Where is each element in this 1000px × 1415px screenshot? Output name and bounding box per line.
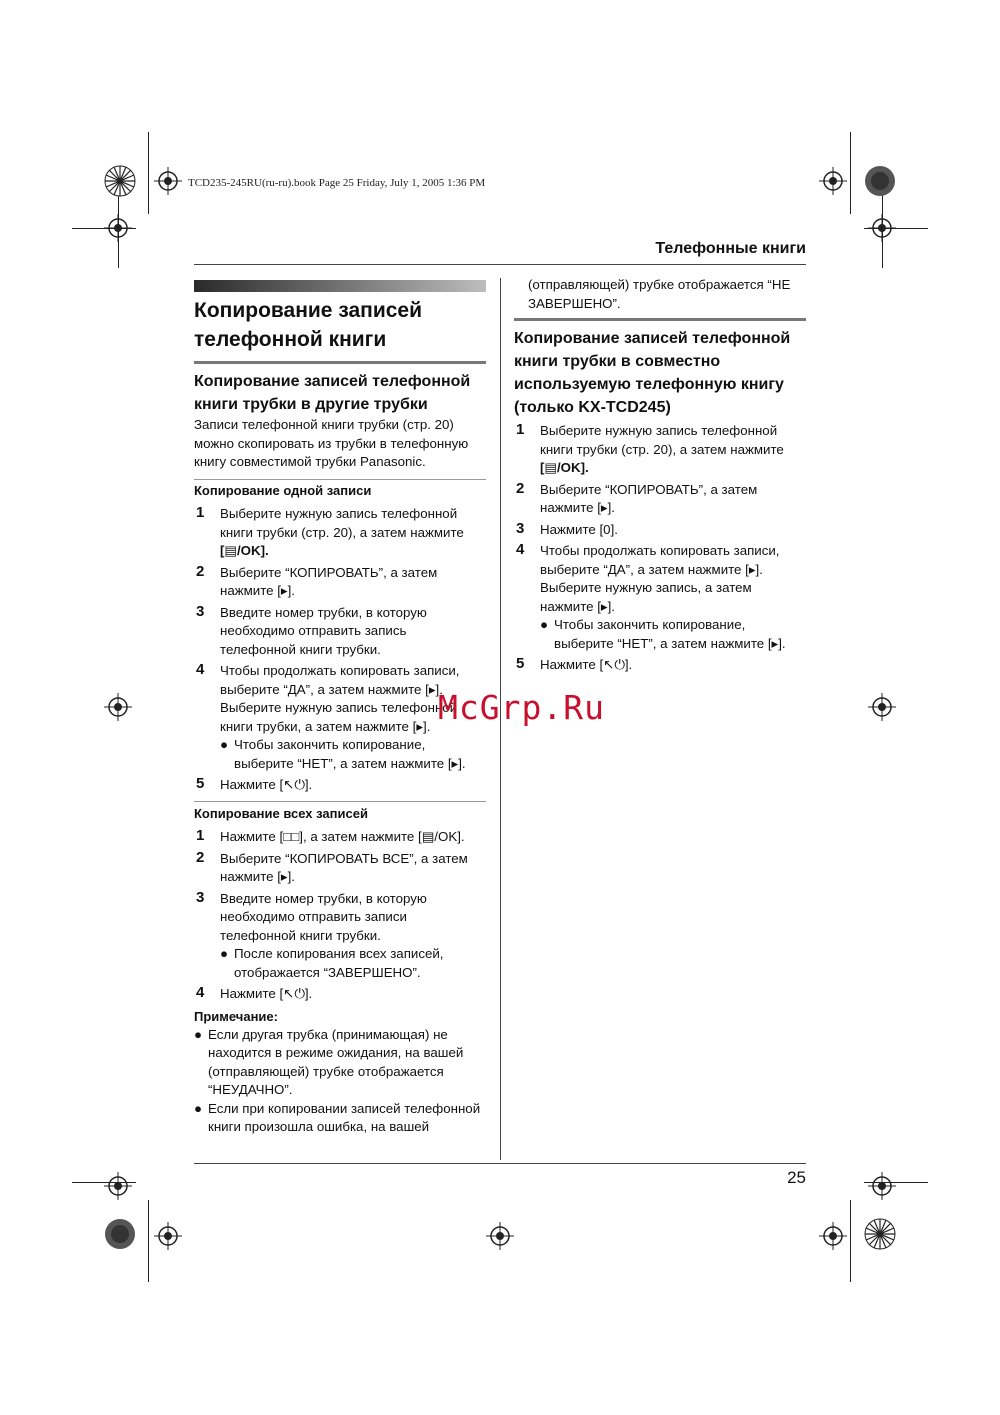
bullet-icon: ● [540, 617, 549, 632]
step-text: [▤/OK]. [220, 543, 269, 558]
step-text: Чтобы продолжать копировать записи, [540, 543, 780, 558]
step-number: 4 [196, 984, 205, 1001]
crop-line [148, 132, 149, 214]
step-text: Выберите нужную запись телефонной [220, 506, 458, 521]
bullet-text: выберите “НЕТ”, а затем нажмите [▸]. [234, 755, 466, 771]
step-item [514, 656, 809, 675]
step-number: 5 [516, 655, 525, 672]
subsection-heading-line: книги трубки в другие трубки [194, 396, 428, 413]
step-item [514, 481, 809, 518]
step-text: Выберите нужную запись, а затем [540, 580, 752, 595]
registration-crosshair-icon [102, 212, 134, 244]
subsection-heading-line: Копирование записей телефонной [514, 330, 791, 347]
right-continued [528, 276, 808, 313]
bullet-item [220, 945, 494, 982]
note-text: “НЕУДАЧНО”. [208, 1082, 293, 1097]
step-item [514, 542, 809, 653]
sub-section-2 [514, 327, 809, 675]
step-text: Нажмите [□□], а затем нажмите [▤/OK]. [220, 829, 465, 844]
file-info-header: TCD235-245RU(ru-ru).book Page 25 Friday, July 1, 2005 1:36 PM [188, 177, 486, 189]
registration-dot-icon [104, 1218, 136, 1250]
note-item [194, 1026, 494, 1100]
bullet-text: выберите “НЕТ”, а затем нажмите [▸]. [554, 635, 786, 651]
subsection-heading-line: используемую телефонную книгу [514, 376, 784, 393]
step-text: необходимо отправить записи [220, 909, 407, 924]
note-heading: Примечание: [194, 1008, 278, 1024]
step-number: 3 [196, 602, 205, 620]
note-text: Если при копировании записей телефонной [208, 1100, 481, 1116]
step-item [194, 505, 494, 561]
title-bar [194, 280, 486, 292]
step-text: Нажмите [↖⏻]. [220, 777, 313, 792]
registration-dot-icon [864, 165, 896, 197]
bullet-icon: ● [194, 1100, 203, 1116]
registration-crosshair-icon [152, 165, 184, 197]
step-text: выберите “ДА”, а затем нажмите [▸]. [540, 561, 763, 577]
crop-line [148, 1200, 149, 1282]
bullet-icon: ● [220, 737, 229, 752]
continued-text: (отправляющей) трубке отображается “НЕ [528, 277, 791, 292]
step-number: 2 [196, 848, 205, 866]
step-item [194, 604, 494, 660]
bullet-text: После копирования всех записей, [234, 946, 444, 961]
registration-starburst-icon [104, 165, 136, 197]
step-number: 2 [516, 479, 525, 497]
intro-line: книгу совместимой трубки Panasonic. [194, 454, 426, 469]
subsection-heading-line: книги трубки в совместно [514, 353, 721, 370]
step-item [194, 890, 494, 983]
divider [194, 479, 486, 480]
step-text: Чтобы продолжать копировать записи, [220, 663, 460, 678]
registration-crosshair-icon [817, 1220, 849, 1252]
procedure-heading: Копирование всех записей [194, 806, 368, 821]
step-number: 1 [196, 504, 205, 521]
step-number: 1 [196, 827, 205, 844]
divider [194, 801, 486, 802]
subtitle-bar [514, 318, 806, 321]
step-item [514, 521, 809, 540]
step-text: книги трубки (стр. 20), а затем нажмите [540, 441, 784, 457]
subtitle-bar [194, 361, 486, 364]
registration-crosshair-icon [484, 1220, 516, 1252]
page-title-line: телефонной книги [194, 328, 387, 351]
continued-text: ЗАВЕРШЕНО”. [528, 295, 621, 311]
step-text: телефонной книги трубки. [220, 927, 381, 943]
step-number: 4 [516, 541, 525, 558]
registration-crosshair-icon [817, 165, 849, 197]
registration-crosshair-icon [866, 691, 898, 723]
note-text: книги произошла ошибка, на вашей [208, 1119, 430, 1134]
sub-section-1 [194, 370, 494, 472]
bullet-icon: ● [220, 946, 229, 961]
copy-all-section [194, 805, 494, 1137]
header-rule [194, 264, 806, 265]
step-text: Нажмите [0]. [540, 521, 618, 537]
step-number: 4 [196, 661, 205, 678]
bullet-text: Чтобы закончить копирование, [554, 617, 746, 632]
step-item [194, 828, 494, 847]
bullet-item [540, 616, 809, 653]
step-text: [▤/OK]. [540, 460, 589, 475]
step-item [194, 850, 494, 887]
bullet-text: Чтобы закончить копирование, [234, 737, 426, 752]
step-number: 3 [196, 888, 205, 906]
registration-crosshair-icon [866, 1170, 898, 1202]
step-text: Введите номер трубки, в которую [220, 890, 427, 906]
step-text: Нажмите [↖⏻]. [220, 986, 313, 1001]
step-text: нажмите [▸]. [540, 598, 615, 614]
registration-starburst-icon [864, 1218, 896, 1250]
step-text: книги трубки (стр. 20), а затем нажмите [220, 524, 464, 540]
step-number: 2 [196, 562, 205, 580]
footer-rule [194, 1163, 806, 1164]
step-text: Выберите нужную запись телефонной [220, 700, 458, 715]
watermark: McGrp.Ru [438, 688, 605, 727]
step-text: Выберите нужную запись телефонной [540, 423, 778, 438]
page-title-line: Копирование записей [194, 299, 423, 322]
step-text: телефонной книги трубки. [220, 641, 381, 657]
crop-line [850, 1200, 851, 1282]
step-item [194, 564, 494, 601]
section-title: Телефонные книги [655, 240, 806, 257]
step-item [514, 422, 809, 478]
bullet-icon: ● [194, 1026, 203, 1042]
step-number: 5 [196, 775, 205, 792]
note-text: находится в режиме ожидания, на вашей [208, 1045, 464, 1060]
crop-line [850, 132, 851, 214]
left-column [194, 296, 490, 354]
note-text: Если другая трубка (принимающая) не [208, 1026, 448, 1042]
subsection-heading-line: Копирование записей телефонной [194, 373, 471, 390]
step-text: нажмите [▸]. [220, 869, 295, 884]
procedure-heading: Копирование одной записи [194, 483, 372, 498]
step-text: Выберите “КОПИРОВАТЬ ВСЕ”, а затем [220, 850, 468, 866]
step-number: 1 [516, 421, 525, 438]
step-text: Нажмите [↖⏻]. [540, 657, 633, 672]
note-text: (отправляющей) трубке отображается [208, 1063, 444, 1079]
bullet-item [220, 736, 494, 773]
note-item [194, 1100, 494, 1137]
copy-one-section [194, 482, 494, 795]
step-item [194, 776, 494, 795]
step-text: необходимо отправить запись [220, 623, 407, 638]
step-text: Выберите “КОПИРОВАТЬ”, а затем [540, 481, 758, 497]
step-text: нажмите [▸]. [540, 500, 615, 515]
registration-crosshair-icon [102, 691, 134, 723]
subsection-heading-line: (только KX-TCD245) [514, 399, 671, 416]
intro-line: можно скопировать из трубки в телефонную [194, 435, 469, 451]
step-text: Выберите “КОПИРОВАТЬ”, а затем [220, 564, 438, 580]
step-number: 3 [516, 519, 525, 537]
step-text: книги трубки, а затем нажмите [▸]. [220, 718, 431, 734]
intro-line: Записи телефонной книги трубки (стр. 20) [194, 417, 454, 432]
registration-crosshair-icon [152, 1220, 184, 1252]
step-text: нажмите [▸]. [220, 583, 295, 598]
step-item [194, 985, 494, 1004]
registration-crosshair-icon [102, 1170, 134, 1202]
step-text: Введите номер трубки, в которую [220, 604, 427, 620]
step-text: выберите “ДА”, а затем нажмите [▸]. [220, 681, 443, 697]
bullet-text: отображается “ЗАВЕРШЕНО”. [234, 964, 421, 980]
page-number: 25 [787, 1168, 806, 1187]
registration-crosshair-icon [866, 212, 898, 244]
